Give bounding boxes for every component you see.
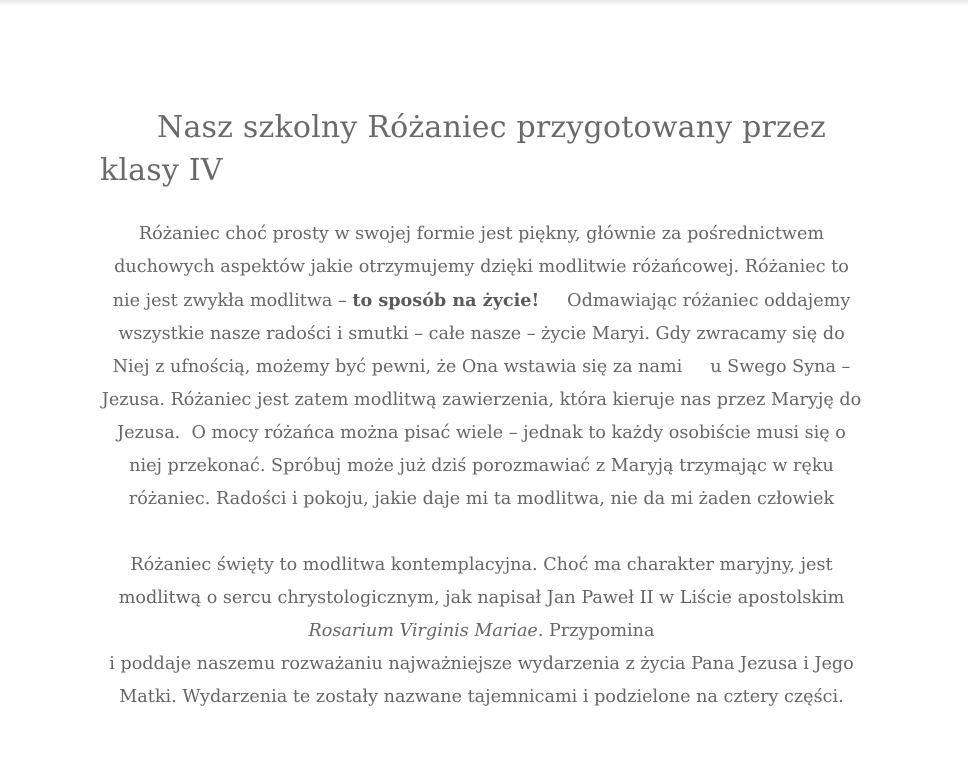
text-line (100, 284, 863, 318)
page-title: Nasz szkolny Różaniec przygotowany przez klasy IV (100, 110, 827, 188)
text-line: i poddaje naszemu rozważaniu najważniejsze wydarzenia z życia Pana Jezusa i Jego (109, 654, 854, 674)
paragraph-2 (100, 549, 863, 714)
bold-phrase: to sposób na życie! (352, 290, 540, 311)
text-line: Jezusa. O mocy różańca można pisać wiele – jednak to każdy osobiście musi się o (117, 423, 846, 443)
text-line: różaniec. Radości i pokoju, jakie daje mi ta modlitwa, nie da mi żaden człowiek (128, 489, 835, 509)
text-line: Jezusa. Różaniec jest zatem modlitwą zawierzenia, która kieruje nas przez Maryję do (101, 390, 862, 410)
text-segment: nie jest zwykła modlitwa – (112, 291, 353, 311)
text-line: modlitwą o sercu chrystologicznym, jak napisał Jan Paweł II w Liście apostolskim (118, 588, 845, 608)
italic-title: Rosarium Virginis Mariae (308, 621, 538, 641)
text-line: Matki. Wydarzenia te zostały nazwane tajemnicami i podzielone na cztery części. (119, 687, 844, 707)
text-line: Różaniec święty to modlitwa kontemplacyjna. Choć ma charakter maryjny, jest (130, 555, 833, 575)
text-line: Niej z ufnością, możemy być pewni, że Ona wstawia się za nami u Swego Syna – (112, 357, 851, 377)
text-line: duchowych aspektów jakie otrzymujemy dzięki modlitwie różańcowej. Różaniec to (114, 257, 849, 277)
text-line: niej przekonać. Spróbuj może już dziś porozmawiać z Maryją trzymając w ręku (129, 456, 834, 476)
text-segment: . Przypomina (537, 621, 655, 641)
paragraph-spacer (100, 516, 863, 549)
text-segment: Odmawiając różaniec oddajemy (539, 291, 851, 311)
text-line: wszystkie nasze radości i smutki – całe nasze – życie Maryi. Gdy zwracamy się do (118, 324, 845, 344)
article-body (100, 218, 863, 714)
text-line: Różaniec choć prosty w swojej formie jest piękny, głównie za pośrednictwem (138, 224, 825, 244)
paragraph-1 (100, 218, 863, 516)
text-line (100, 615, 863, 648)
